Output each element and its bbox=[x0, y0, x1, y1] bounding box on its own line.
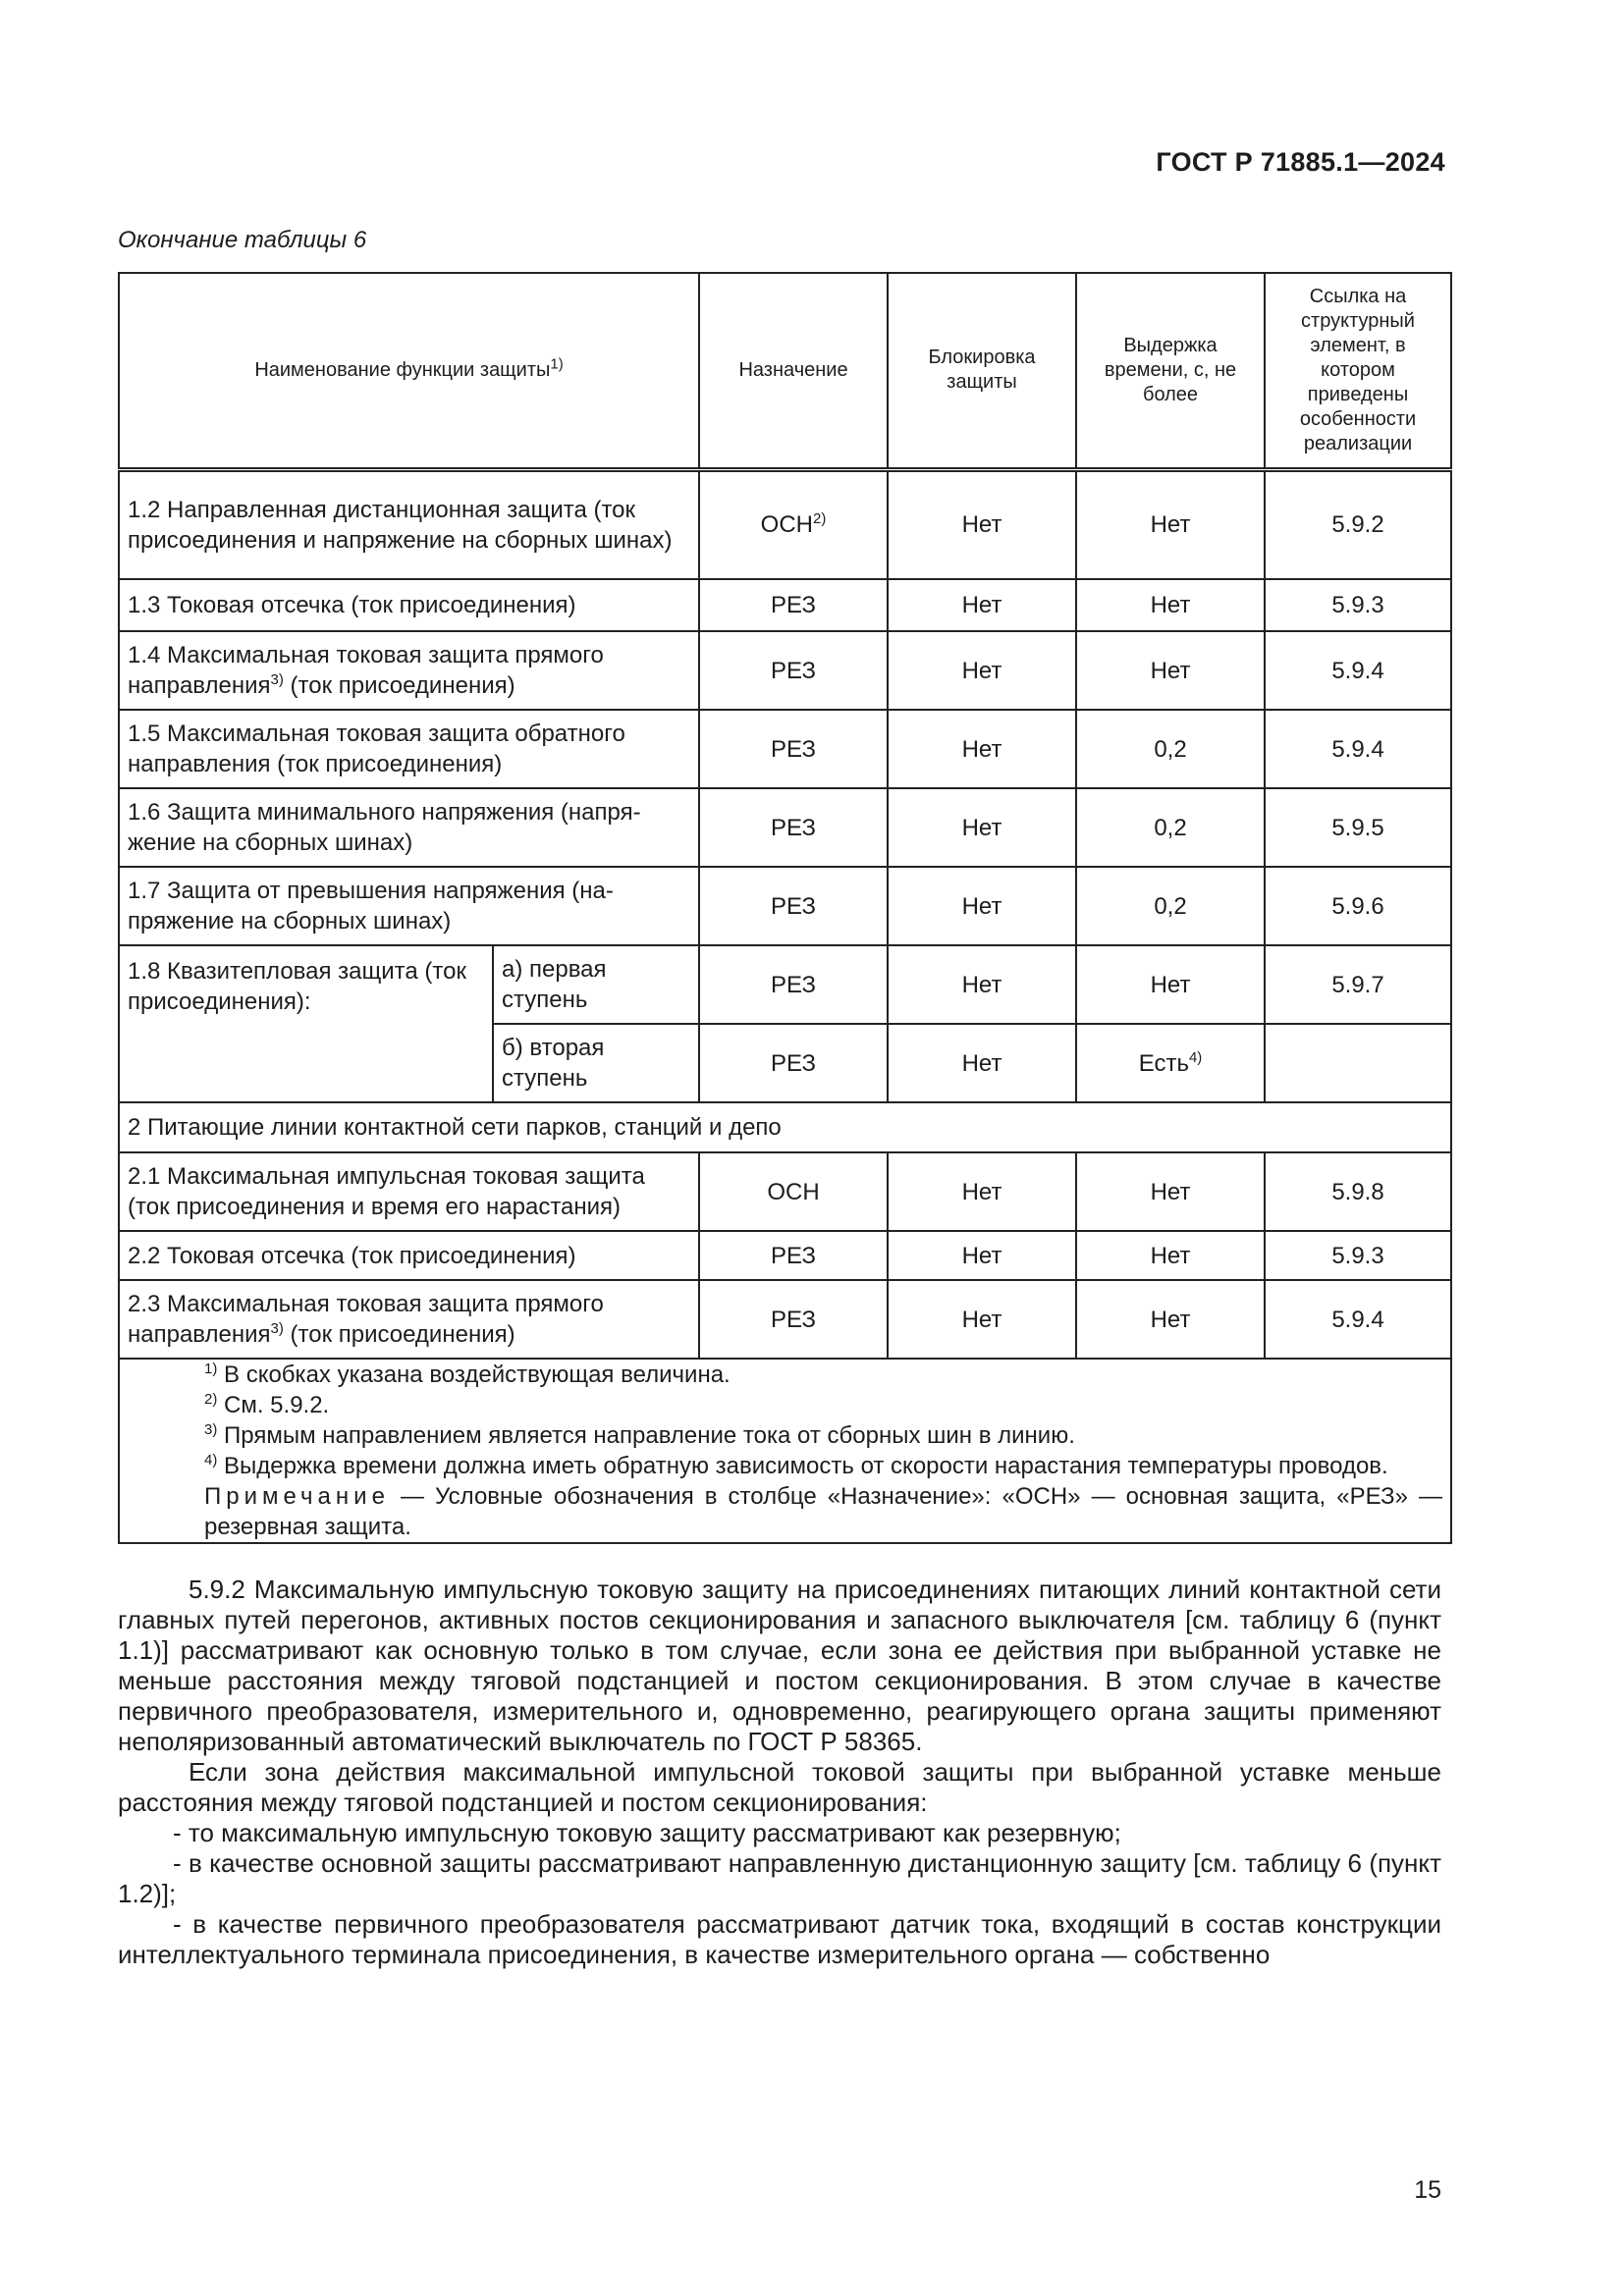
table-row: 1.8 Квазитепловая защита (ток присоединения): а) первая ступень РЕЗ Нет Нет 5.9.7 bbox=[119, 945, 1451, 1024]
protection-table bbox=[118, 272, 1452, 1544]
page-number: 15 bbox=[1414, 2176, 1441, 2204]
table-row: 1.4 Максимальная токовая защита прямого направления$^{3)}$ (ток присоединения) РЕЗ Нет Нет 5.9.4 bbox=[119, 631, 1451, 710]
list-item: - то максимальную импульсную токовую защиту рассматривают как резервную; bbox=[173, 1818, 1121, 1847]
table-caption: Окончание таблицы 6 bbox=[118, 227, 367, 253]
col-header-delay: Выдержка времени, с, не более bbox=[1076, 273, 1265, 469]
col-header-name: Наименование функции защиты$^{1)}$ bbox=[119, 273, 699, 469]
col-header-purpose: Назначение bbox=[699, 273, 888, 469]
paragraph: Если зона действия максимальной импульсной токовой защиты при выбранной уставке меньше расстояния между тяговой подстанцией и постом секционирования: bbox=[118, 1757, 1441, 1817]
document-code: ГОСТ Р 71885.1—2024 bbox=[1156, 147, 1445, 177]
footnote: $^{3)}$ Прямым направлением является направление тока от сборных шин в линию. bbox=[204, 1421, 1075, 1449]
table-footnotes-row bbox=[119, 1359, 1451, 1543]
table-row: 1.2 Направленная дистанционная защита (ток присоединения и напряжение на сборных шинах) ОСН$^{2)}$ Нет Нет 5.9.2 bbox=[119, 469, 1451, 579]
table-section-row: 2 Питающие линии контактной сети парков, станций и депо bbox=[119, 1102, 1451, 1152]
table-row: б) вторая ступень РЕЗ Нет Есть$^{4)}$ bbox=[119, 1024, 1451, 1102]
table-header-row bbox=[119, 273, 1451, 469]
table-row: 2.2 Токовая отсечка (ток присоединения) РЕЗ Нет Нет 5.9.3 bbox=[119, 1231, 1451, 1280]
table-footnotes bbox=[119, 1359, 1451, 1543]
paragraph: 5.9.2 Максимальную импульсную токовую защиту на присоединениях питающих линий контактной сети главных путей перегонов, активных постов секционирования и запасного выключателя [см. таблицу 6 (пункт 1.1)] рассматривают как основную только в том случае, если зона ее действия при выбранной уставке не меньше расстояния между тяговой подстанцией и постом секционирования. В этом случае в качестве первичного преобразователя, измерительного и, одновременно, реагирующего органа защиты применяют неполяризованный автоматический выключатель по ГОСТ Р 58365. bbox=[118, 1575, 1441, 1756]
table-note: Примечание — Условные обозначения в столбце «Назначение»: «ОСН» — основная защита, «РЕЗ» — резервная защита. bbox=[204, 1483, 1443, 1540]
col-header-reference: Ссылка на структурный элемент, в котором приведены особенности реализации bbox=[1265, 273, 1451, 469]
body-text bbox=[118, 1575, 1441, 1970]
footnote: $^{2)}$ См. 5.9.2. bbox=[204, 1391, 330, 1418]
table-row: 1.5 Максимальная токовая защита обратного направления (ток присоединения) РЕЗ Нет 0,2 5.9.4 bbox=[119, 710, 1451, 788]
table-row: 2.3 Максимальная токовая защита прямого направления$^{3)}$ (ток присоединения) РЕЗ Нет Нет 5.9.4 bbox=[119, 1280, 1451, 1359]
table-row: 1.7 Защита от превышения напряжения (на-пряжение на сборных шинах) РЕЗ Нет 0,2 5.9.6 bbox=[119, 867, 1451, 945]
list-item: - в качестве основной защиты рассматривают направленную дистанционную защиту [см. таблицу 6 (пункт 1.2)]; bbox=[118, 1848, 1441, 1908]
col-header-blocking: Блокировка защиты bbox=[888, 273, 1076, 469]
table-row: 1.3 Токовая отсечка (ток присоединения) РЕЗ Нет Нет 5.9.3 bbox=[119, 579, 1451, 631]
footnote: $^{4)}$ Выдержка времени должна иметь обратную зависимость от скорости нарастания температуры проводов. bbox=[204, 1452, 1388, 1479]
table-row: 2.1 Максимальная импульсная токовая защита (ток присоединения и время его нарастания) ОСН Нет Нет 5.9.8 bbox=[119, 1152, 1451, 1231]
list-item: - в качестве первичного преобразователя рассматривают датчик тока, входящий в состав конструкции интеллектуального терминала присоединения, в качестве измерительного органа — собственно bbox=[118, 1909, 1441, 1969]
footnote: $^{1)}$ В скобках указана воздействующая величина. bbox=[204, 1361, 731, 1388]
table-row: 1.6 Защита минимального напряжения (напря-жение на сборных шинах) РЕЗ Нет 0,2 5.9.5 bbox=[119, 788, 1451, 867]
